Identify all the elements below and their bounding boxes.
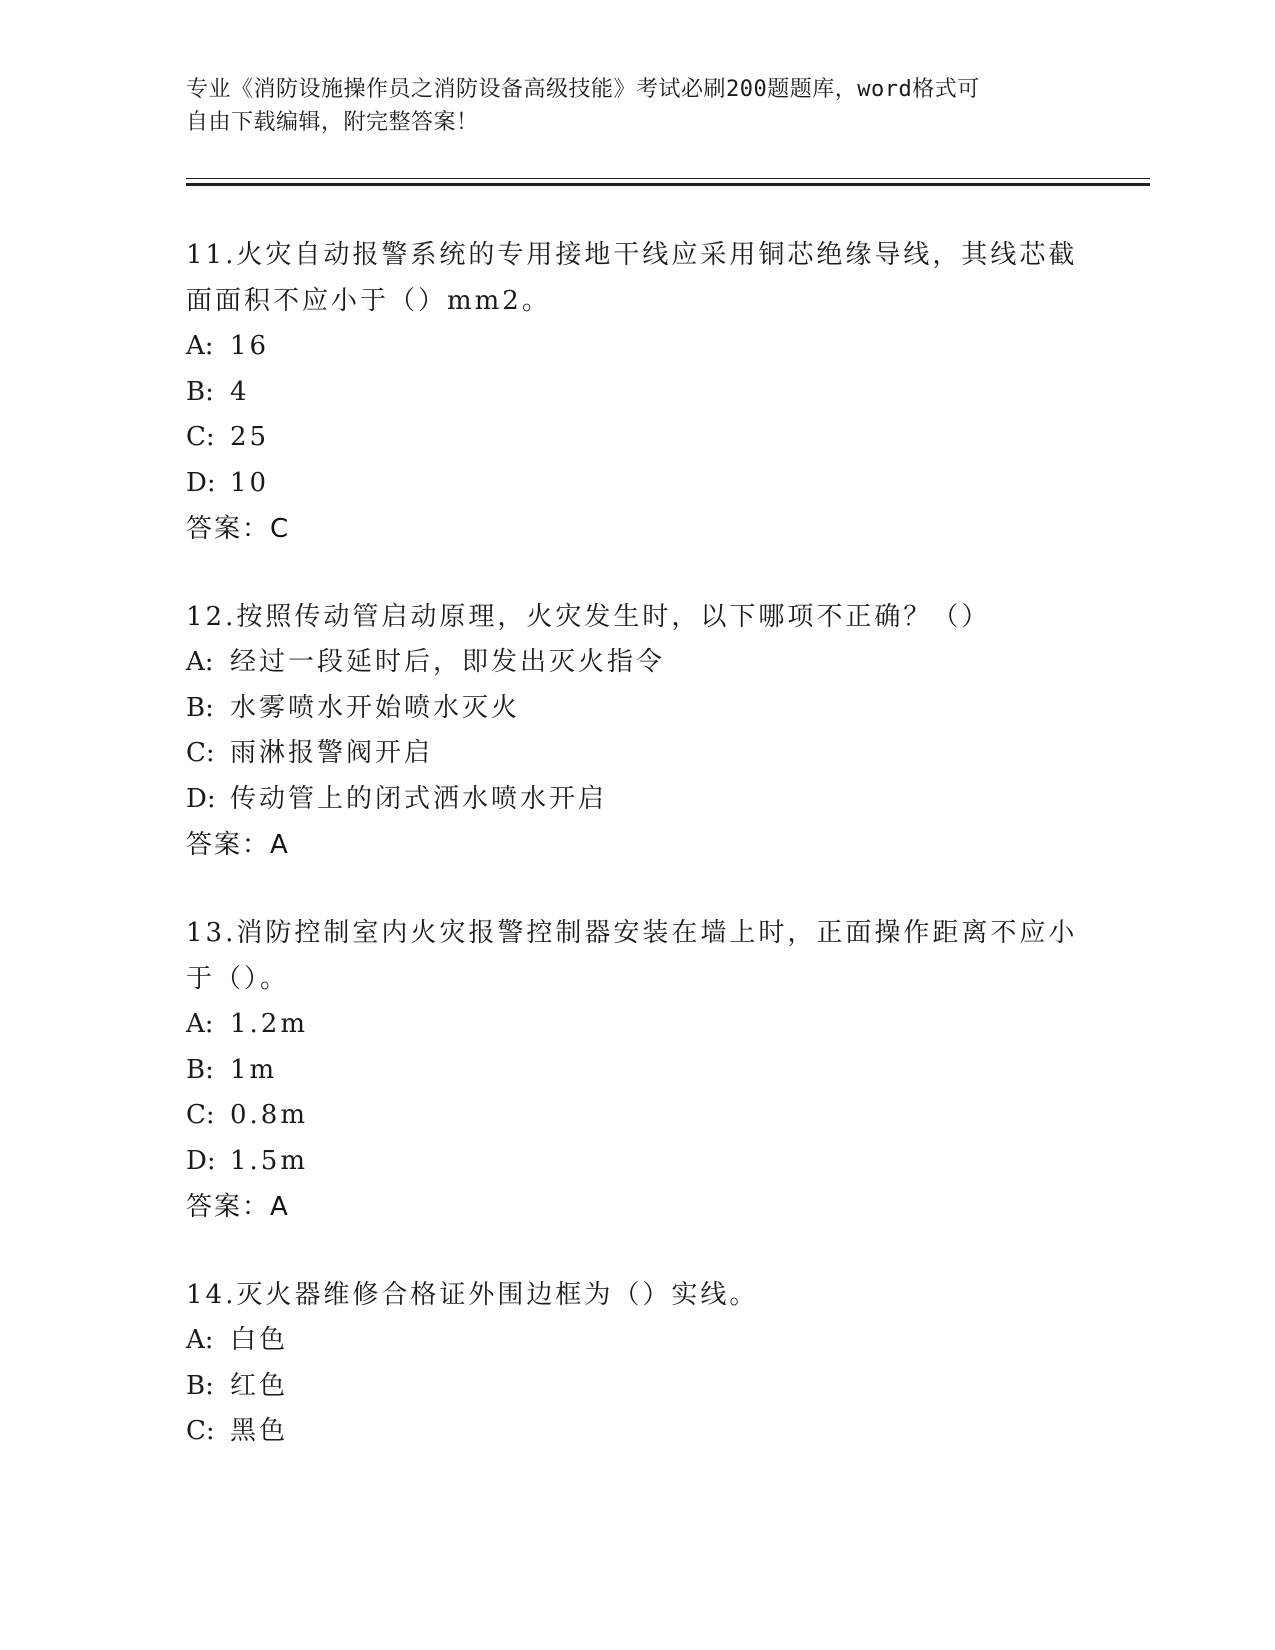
option-a — [186, 1002, 1086, 1048]
answer-line: 答案：C — [186, 514, 291, 544]
option-d — [186, 777, 1086, 823]
option-text: 黑色 — [230, 1416, 289, 1446]
header-divider-thick — [186, 183, 1150, 186]
option-key: C: — [186, 1100, 215, 1130]
option-text: 经过一段延时后，即发出灭火指令 — [230, 647, 666, 677]
option-text: 白色 — [230, 1325, 289, 1355]
question-stem-line-2: 于（）。 — [186, 964, 290, 994]
option-text: 1.2m — [230, 1009, 309, 1039]
option-a — [186, 1318, 1086, 1364]
option-text: 10 — [230, 467, 270, 498]
option-key: D: — [186, 783, 216, 814]
option-text: 雨淋报警阀开启 — [230, 738, 434, 768]
option-a — [186, 324, 1086, 370]
option-c — [186, 731, 1086, 777]
option-key: A: — [186, 1009, 214, 1039]
answer-line: 答案：A — [186, 1192, 290, 1222]
question-12 — [186, 594, 1086, 868]
option-b — [186, 686, 1086, 732]
option-c — [186, 415, 1086, 461]
header-divider-thin — [186, 178, 1150, 179]
option-key: D: — [186, 1145, 216, 1176]
option-key: A: — [186, 331, 214, 361]
option-text: 25 — [230, 422, 270, 452]
option-c — [186, 1093, 1086, 1139]
option-text: 传动管上的闭式洒水喷水开启 — [230, 783, 608, 814]
question-14 — [186, 1272, 1086, 1455]
option-key: B: — [186, 1054, 214, 1085]
option-d — [186, 1139, 1086, 1185]
option-text: 4 — [230, 376, 250, 407]
option-a — [186, 640, 1086, 686]
header-line-2: 自由下载编辑，附完整答案！ — [186, 110, 479, 135]
question-13 — [186, 910, 1086, 1230]
option-b — [186, 370, 1086, 416]
option-b — [186, 1048, 1086, 1094]
question-stem-line-1: 12.按照传动管启动原理，火灾发生时，以下哪项不正确？（） — [186, 602, 991, 632]
question-stem-line-1: 13.消防控制室内火灾报警控制器安装在墙上时，正面操作距离不应小 — [186, 918, 1078, 948]
question-11 — [186, 232, 1086, 552]
option-key: B: — [186, 376, 214, 407]
option-key: B: — [186, 692, 214, 723]
document-header — [186, 73, 1066, 139]
option-key: C: — [186, 422, 215, 452]
option-key: C: — [186, 738, 215, 768]
answer-line: 答案：A — [186, 830, 290, 860]
option-key: A: — [186, 1325, 214, 1355]
option-text: 1.5m — [230, 1145, 309, 1176]
option-key: A: — [186, 647, 214, 677]
option-text: 水雾喷水开始喷水灭火 — [230, 692, 521, 723]
option-text: 红色 — [230, 1370, 289, 1401]
question-stem-line-1: 11.火灾自动报警系统的专用接地干线应采用铜芯绝缘导线，其线芯截 — [186, 240, 1078, 270]
option-key: C: — [186, 1416, 215, 1446]
option-c — [186, 1409, 1086, 1455]
option-text: 1m — [230, 1054, 278, 1085]
question-list — [186, 232, 1086, 1497]
option-d — [186, 461, 1086, 507]
option-key: D: — [186, 467, 216, 498]
question-stem-line-1: 14.灭火器维修合格证外围边框为（）实线。 — [186, 1280, 759, 1310]
question-stem-line-2: 面面积不应小于（）mm2。 — [186, 286, 551, 316]
option-text: 16 — [230, 331, 270, 361]
option-key: B: — [186, 1370, 214, 1401]
header-line-1: 专业《消防设施操作员之消防设备高级技能》考试必刷200题题库，word格式可 — [186, 77, 980, 102]
option-b — [186, 1364, 1086, 1410]
option-text: 0.8m — [230, 1100, 309, 1130]
